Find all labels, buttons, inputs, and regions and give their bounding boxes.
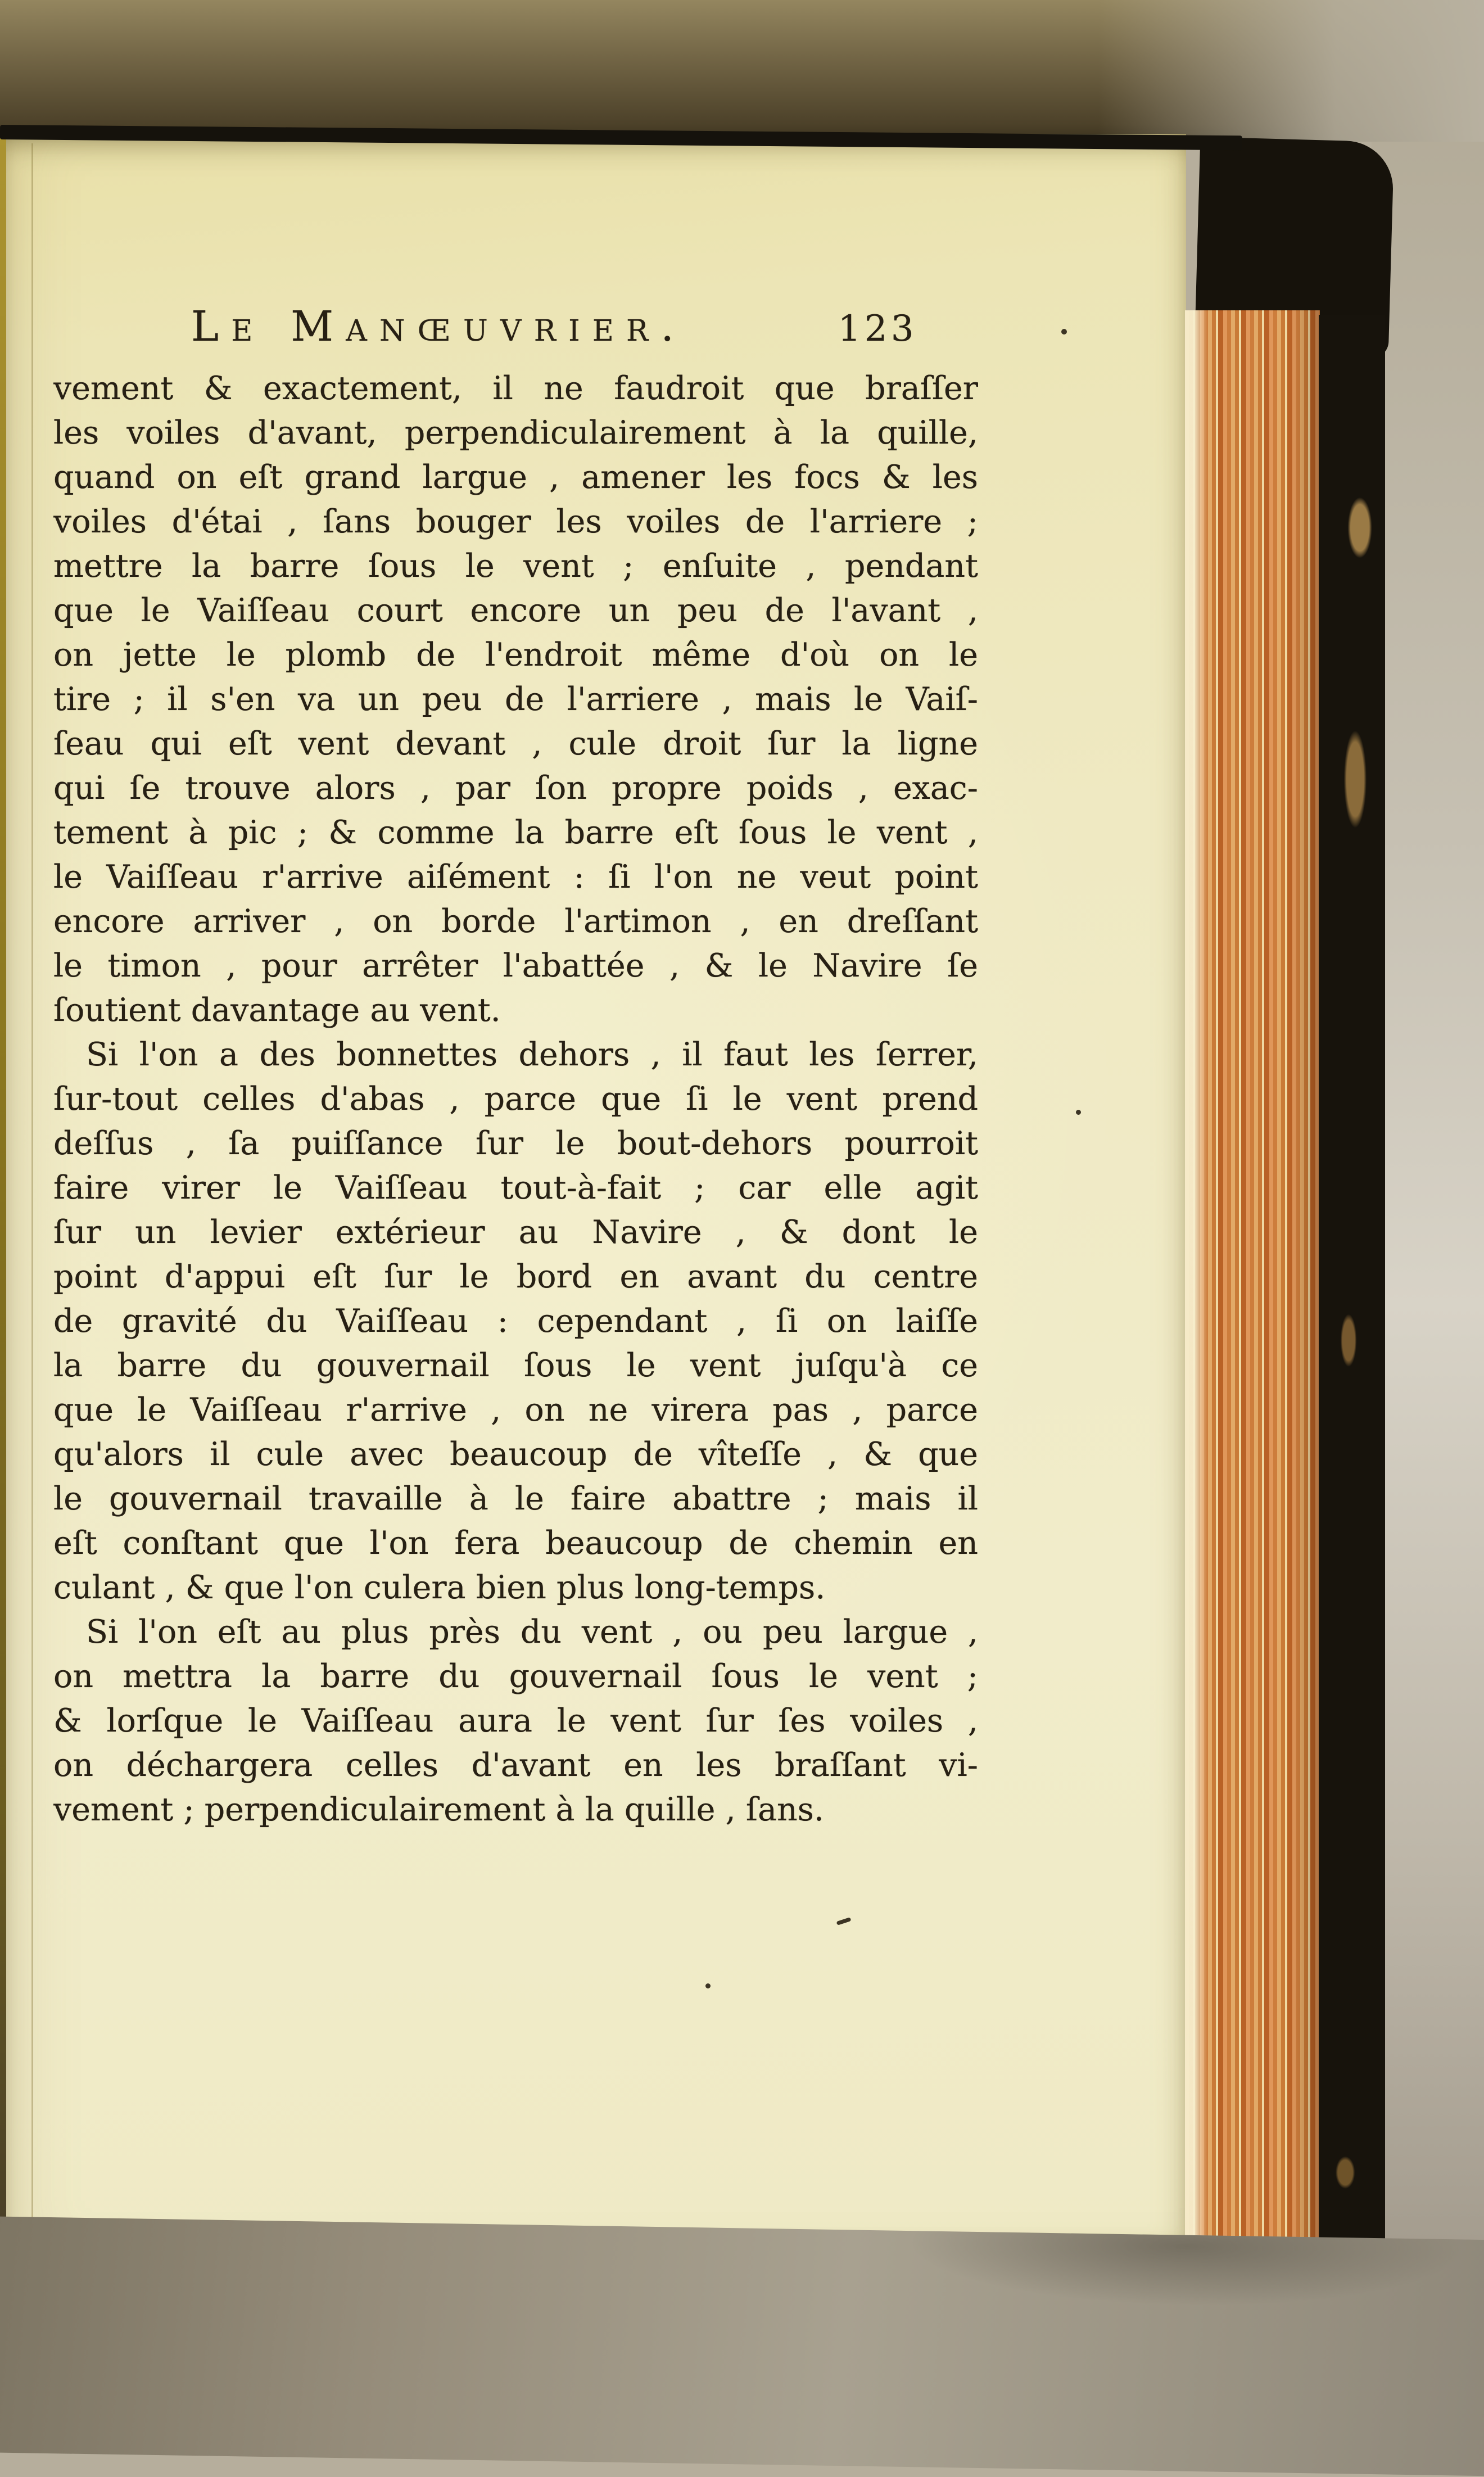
text-line: que le Vaiſſeau court encore un peu de l'avant , — [53, 592, 978, 629]
page-left-strip — [0, 135, 6, 2223]
page-edge-line — [31, 143, 33, 2221]
text-line: Si l'on a des bonnettes dehors , il faut les ſerrer, — [86, 1036, 978, 1073]
text-line: Si l'on eſt au plus près du vent , ou peu largue , — [86, 1613, 978, 1651]
text-line: on déchargera celles d'avant en les braſſant vi- — [53, 1747, 978, 1784]
text-line: ſoutient davantage au vent. — [53, 992, 501, 1029]
text-line: encore arriver , on borde l'artimon , en dreſſant — [53, 903, 978, 940]
text-line: deſſus , ſa puiſſance ſur le bout-dehors pourroit — [53, 1125, 978, 1162]
text-line: le gouvernail travaille à le faire abattre ; mais il — [53, 1480, 978, 1517]
text-line: les voiles d'avant, perpendiculairement à la quille, — [53, 414, 978, 451]
text-block — [53, 134, 978, 1832]
text-line: faire virer le Vaiſſeau tout-à-fait ; car elle agit — [53, 1169, 978, 1206]
background-right — [1372, 0, 1484, 2375]
text-line: eſt conſtant que l'on fera beaucoup de chemin en — [53, 1525, 978, 1562]
text-line: vement & exactement, il ne faudroit que braſſer — [53, 370, 978, 407]
text-line: qu'alors il cule avec beaucoup de vîteſſe , & que — [53, 1436, 978, 1473]
top-shadow-fade — [0, 0, 1484, 142]
text-line: de gravité du Vaiſſeau : cependant , ſi on laiſſe — [53, 1303, 978, 1340]
text-line: que le Vaiſſeau r'arrive , on ne virera pas , parce — [53, 1391, 978, 1429]
page-number: 123 — [838, 308, 917, 350]
text-line: tire ; il s'en va un peu de l'arriere , mais le Vaiſ- — [53, 681, 978, 718]
text-line: culant , & que l'on culera bien plus long-temps. — [53, 1569, 826, 1606]
bottom-surface — [0, 2216, 1484, 2477]
text-line: tement à pic ; & comme la barre eſt ſous le vent , — [53, 814, 978, 851]
text-line: quand on eſt grand largue , amener les focs & les — [53, 459, 978, 496]
running-title: Le Manœuvrier. — [191, 302, 687, 351]
text-line: mettre la barre ſous le vent ; enſuite , pendant — [53, 548, 978, 585]
scan-speck — [705, 1983, 711, 1988]
text-line: vement ; perpendiculairement à la quille , ſans. — [53, 1791, 825, 1828]
text-line: le timon , pour arrêter l'abattée , & le Navire ſe — [53, 947, 978, 984]
text-line: qui ſe trouve alors , par ſon propre poids , exac- — [53, 770, 978, 807]
scan-speck — [1076, 1110, 1081, 1115]
text-line: ſur-tout celles d'abas , parce que ſi le vent prend — [53, 1081, 978, 1118]
text-line: point d'appui eſt ſur le bord en avant du centre — [53, 1258, 978, 1295]
text-line: on jette le plomb de l'endroit même d'où on le — [53, 636, 978, 674]
book-cover-edge — [1319, 315, 1385, 2250]
text-line: voiles d'étai , ſans bouger les voiles de l'arriere ; — [53, 503, 978, 540]
text-line: on mettra la barre du gouvernail ſous le vent ; — [53, 1658, 978, 1695]
text-line: ſur un levier extérieur au Navire , & dont le — [53, 1214, 978, 1251]
page-header — [53, 302, 978, 356]
text-line: ſeau qui eſt vent devant , cule droit ſur la ligne — [53, 725, 978, 762]
scan-speck — [1061, 329, 1067, 335]
book-page — [6, 134, 1186, 2248]
text-line: & lorſque le Vaiſſeau aura le vent ſur ſes voiles , — [53, 1702, 978, 1739]
text-line: la barre du gouvernail ſous le vent juſqu'à ce — [53, 1347, 978, 1384]
fore-edge — [1185, 310, 1320, 2249]
text-line: le Vaiſſeau r'arrive aiſément : ſi l'on ne veut point — [53, 858, 978, 896]
